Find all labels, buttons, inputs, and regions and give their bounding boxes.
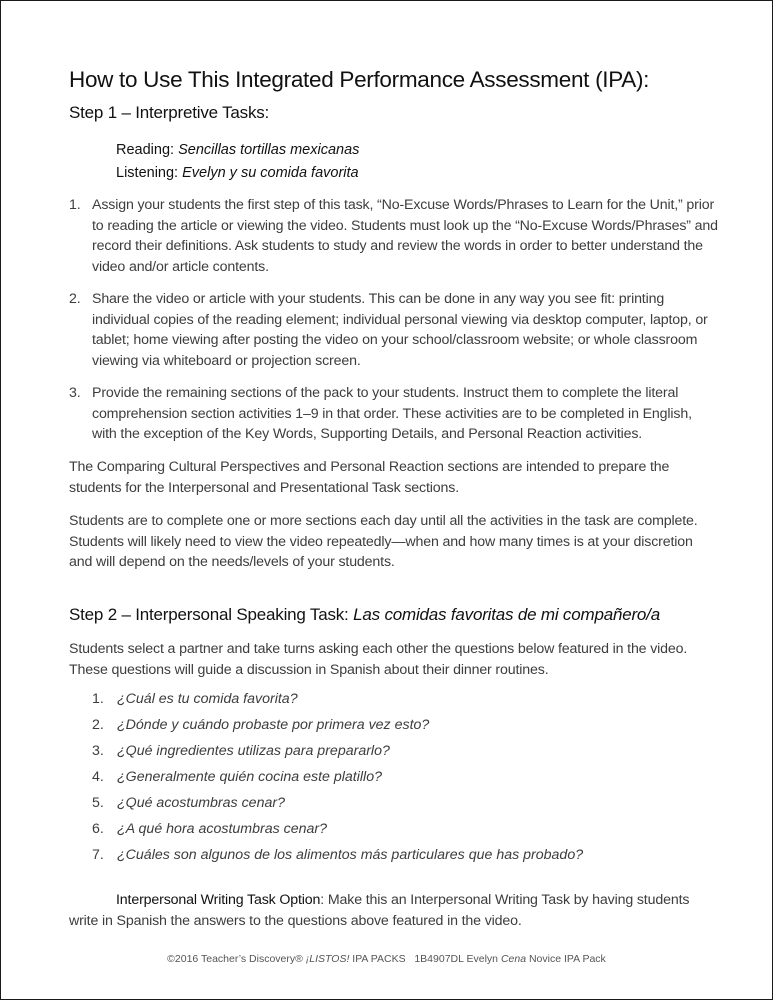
listening-resource xyxy=(116,162,359,185)
question-number: 7. xyxy=(92,847,104,863)
page-title: How to Use This Integrated Performance Assessment (IPA): xyxy=(69,67,650,92)
page-footer xyxy=(1,953,772,965)
footer-series: ¡LISTOS! xyxy=(305,953,350,965)
resources-block xyxy=(116,139,359,185)
question-item xyxy=(92,767,583,793)
question-text: ¿Dónde y cuándo probaste por primera vez esto? xyxy=(117,717,430,733)
writing-task-option xyxy=(69,890,719,932)
footer-cena: Cena xyxy=(500,953,527,965)
question-text: ¿A qué hora acostumbras cenar? xyxy=(117,821,328,837)
step2-heading-italic: Las comidas favoritas de mi compañero/a xyxy=(353,605,660,624)
reading-resource xyxy=(116,139,359,162)
question-text: ¿Cuál es tu comida favorita? xyxy=(117,691,298,707)
listening-title: Evelyn y su comida favorita xyxy=(182,165,359,181)
question-text: ¿Generalmente quién cocina este platillo? xyxy=(117,769,382,785)
question-text: ¿Qué acostumbras cenar? xyxy=(117,795,285,811)
item-number: 1. xyxy=(69,197,81,213)
step1-list-item-1 xyxy=(69,195,719,277)
question-number: 6. xyxy=(92,821,104,837)
question-number: 3. xyxy=(92,743,104,759)
question-item xyxy=(92,741,583,767)
step1-heading: Step 1 – Interpretive Tasks: xyxy=(69,103,270,122)
question-item xyxy=(92,819,583,845)
footer-packs: IPA PACKS 1B4907DL Evelyn xyxy=(349,953,501,965)
question-number: 1. xyxy=(92,691,104,707)
step2-heading-text: Step 2 – Interpersonal Speaking Task: xyxy=(69,605,354,624)
question-text: ¿Qué ingredientes utilizas para prepararlo? xyxy=(117,743,390,759)
question-item xyxy=(92,793,583,819)
questions-list xyxy=(92,689,583,871)
question-number: 5. xyxy=(92,795,104,811)
step1-list-item-2 xyxy=(69,289,719,371)
question-number: 4. xyxy=(92,769,104,785)
question-item xyxy=(92,689,583,715)
item-number: 3. xyxy=(69,385,81,401)
item-text: Provide the remaining sections of the pack to your students. Instruct them to complete the literal comprehension section activities 1–9 in that order. These activities are to be completed in English, with the exception of the Key Words, Supporting Details, and Personal Reaction activities. xyxy=(92,385,692,442)
writing-task-text: : Make this an Interpersonal Writing Task by having students write in Spanish the answers to the questions above featured in the video. xyxy=(69,892,690,929)
listening-label: Listening: xyxy=(116,165,183,181)
footer-copyright: ©2016 Teacher’s Discovery® xyxy=(167,953,306,965)
writing-task-label: Interpersonal Writing Task Option xyxy=(116,892,321,908)
step1-list-item-3 xyxy=(69,383,719,445)
question-item xyxy=(92,715,583,741)
item-text: Share the video or article with your students. This can be done in any way you see fit: printing individual copies of the reading element; individual personal viewing via desktop computer, laptop, or tablet; home viewing after posting the video on your school/classroom website; or whole classroom viewing via whiteboard or projection screen. xyxy=(92,291,708,369)
reading-label: Reading: xyxy=(116,142,179,158)
question-item xyxy=(92,845,583,871)
item-number: 2. xyxy=(69,291,81,307)
step2-heading xyxy=(69,605,660,625)
item-text: Assign your students the first step of this task, “No-Excuse Words/Phrases to Learn for the Unit,” prior to reading the article or viewing the video. Students must look up the “No-Excuse Words/Phrases” and record their definitions. Ask students to study and review the words in order to better understand the video and/or article contents. xyxy=(92,197,718,275)
question-number: 2. xyxy=(92,717,104,733)
step2-intro-paragraph: Students select a partner and take turns asking each other the questions below featured in the video. These questions will guide a discussion in Spanish about their dinner routines. xyxy=(69,641,688,678)
footer-suffix: Novice IPA Pack xyxy=(526,953,606,965)
daily-sections-paragraph: Students are to complete one or more sections each day until all the activities in the task are complete. Students will likely need to view the video repeatedly—when and how many times is at your discretion and will depend on the needs/levels of your students. xyxy=(69,513,698,570)
question-text: ¿Cuáles son algunos de los alimentos más particulares que has probado? xyxy=(117,847,584,863)
cultural-perspectives-paragraph: The Comparing Cultural Perspectives and Personal Reaction sections are intended to prepare the students for the Interpersonal and Presentational Task sections. xyxy=(69,459,670,496)
reading-title: Sencillas tortillas mexicanas xyxy=(178,142,360,158)
